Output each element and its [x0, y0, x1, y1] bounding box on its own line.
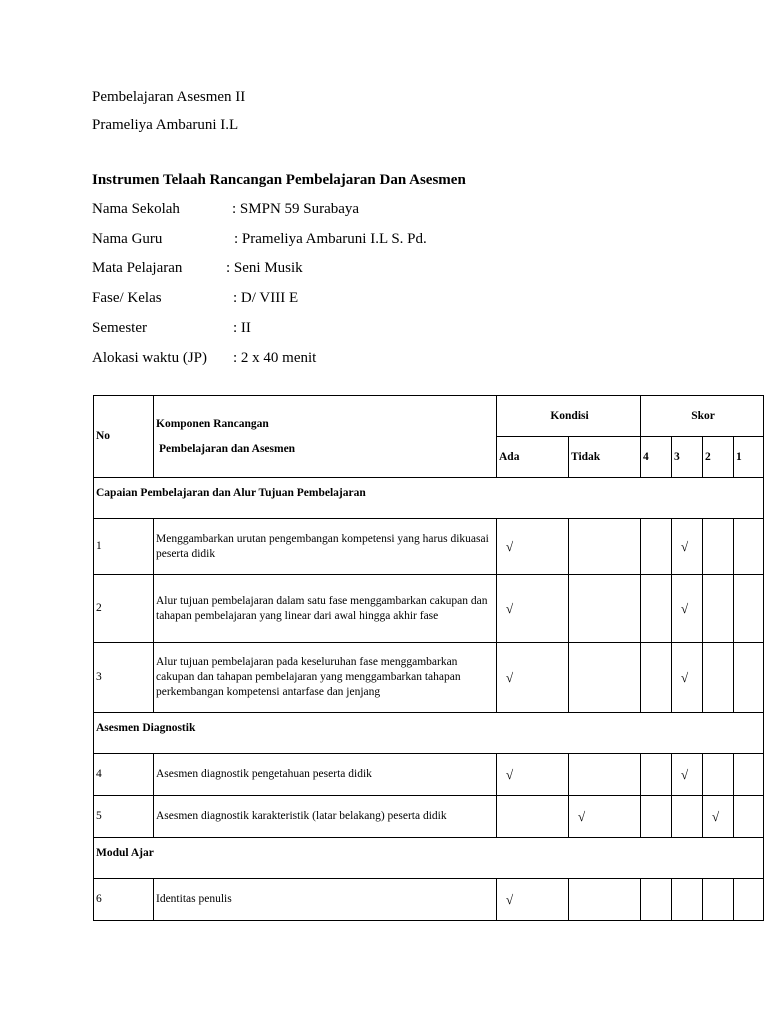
header-skor-3: 3	[672, 437, 703, 478]
check-skor-3: √	[672, 754, 703, 796]
header-skor: Skor	[641, 396, 764, 437]
info-label: Fase/ Kelas	[92, 290, 162, 306]
header-kondisi: Kondisi	[497, 396, 641, 437]
cell-skor-4	[641, 575, 672, 643]
check-skor-2: √	[703, 796, 734, 838]
table-row	[94, 643, 764, 713]
row-no: 3	[94, 643, 154, 713]
cell-tidak	[569, 754, 641, 796]
section-title: Asesmen Diagnostik	[94, 713, 764, 754]
cell-skor-2	[703, 575, 734, 643]
check-ada: √	[497, 879, 569, 921]
row-text: Alur tujuan pembelajaran dalam satu fase menggambarkan cakupan dan tahapan pembelajaran yang linear dari awal hingga akhir fase	[154, 575, 497, 643]
section-title: Modul Ajar	[94, 838, 764, 879]
check-ada: √	[497, 754, 569, 796]
document-title: Instrumen Telaah Rancangan Pembelajaran Dan Asesmen	[92, 172, 466, 188]
row-text: Asesmen diagnostik pengetahuan peserta didik	[154, 754, 497, 796]
table-row	[94, 879, 764, 921]
header-komponen-line2: Pembelajaran dan Asesmen	[159, 442, 296, 455]
row-no: 2	[94, 575, 154, 643]
table-row	[94, 575, 764, 643]
section-row	[94, 713, 764, 754]
info-value: : D/ VIII E	[233, 290, 299, 306]
cell-skor-1	[734, 879, 764, 921]
instrument-table	[93, 395, 764, 921]
check-ada: √	[497, 643, 569, 713]
row-no: 4	[94, 754, 154, 796]
header-skor-1: 1	[734, 437, 764, 478]
cell-skor-4	[641, 879, 672, 921]
check-skor-3: √	[672, 575, 703, 643]
table-row	[94, 796, 764, 838]
info-row-sekolah	[92, 201, 360, 218]
table-row	[94, 754, 764, 796]
info-label: Semester	[92, 320, 147, 336]
row-text: Alur tujuan pembelajaran pada keseluruhan fase menggambarkan cakupan dan tahapan pembelajaran yang menggambarkan tahapan perkembangan kompetensi antarfase dan jenjang	[154, 643, 497, 713]
cell-tidak	[569, 575, 641, 643]
info-row-mapel	[92, 260, 303, 277]
cell-skor-4	[641, 796, 672, 838]
info-value: : II	[233, 320, 251, 336]
cell-tidak	[569, 643, 641, 713]
cell-skor-1	[734, 519, 764, 575]
info-row-semester	[92, 320, 251, 337]
info-row-guru	[92, 231, 427, 248]
header-tidak: Tidak	[569, 437, 641, 478]
cell-skor-4	[641, 754, 672, 796]
header-skor-2: 2	[703, 437, 734, 478]
cell-tidak	[569, 879, 641, 921]
info-label: Nama Sekolah	[92, 201, 180, 217]
row-text: Identitas penulis	[154, 879, 497, 921]
row-text: Menggambarkan urutan pengembangan kompetensi yang harus dikuasai peserta didik	[154, 519, 497, 575]
check-skor-3: √	[672, 643, 703, 713]
info-value: : 2 x 40 menit	[233, 350, 317, 366]
header-komponen	[154, 396, 497, 478]
cell-skor-2	[703, 643, 734, 713]
header-no: No	[94, 396, 154, 478]
info-label: Nama Guru	[92, 231, 163, 247]
info-value: : Prameliya Ambaruni I.L S. Pd.	[234, 231, 427, 247]
check-ada: √	[497, 519, 569, 575]
info-label: Alokasi waktu (JP)	[92, 350, 207, 366]
cell-ada	[497, 796, 569, 838]
cell-skor-3	[672, 879, 703, 921]
cell-skor-2	[703, 519, 734, 575]
course-title: Pembelajaran Asesmen II	[92, 89, 246, 105]
row-text: Asesmen diagnostik karakteristik (latar belakang) peserta didik	[154, 796, 497, 838]
header-ada: Ada	[497, 437, 569, 478]
section-title: Capaian Pembelajaran dan Alur Tujuan Pembelajaran	[94, 478, 764, 519]
row-no: 6	[94, 879, 154, 921]
cell-skor-1	[734, 575, 764, 643]
cell-skor-4	[641, 519, 672, 575]
cell-skor-2	[703, 879, 734, 921]
check-tidak: √	[569, 796, 641, 838]
header-skor-4: 4	[641, 437, 672, 478]
row-no: 5	[94, 796, 154, 838]
cell-skor-1	[734, 754, 764, 796]
header-komponen-line1: Komponen Rancangan	[156, 417, 269, 430]
cell-skor-2	[703, 754, 734, 796]
info-row-fase	[92, 290, 299, 307]
check-skor-3: √	[672, 519, 703, 575]
info-value: : SMPN 59 Surabaya	[232, 201, 360, 217]
section-row	[94, 838, 764, 879]
row-no: 1	[94, 519, 154, 575]
section-row	[94, 478, 764, 519]
info-label: Mata Pelajaran	[92, 260, 183, 276]
cell-skor-1	[734, 796, 764, 838]
cell-skor-3	[672, 796, 703, 838]
info-row-alokasi	[92, 350, 317, 367]
cell-tidak	[569, 519, 641, 575]
cell-skor-1	[734, 643, 764, 713]
header-row	[94, 396, 764, 437]
cell-skor-4	[641, 643, 672, 713]
author-name: Prameliya Ambaruni I.L	[92, 117, 239, 133]
info-value: : Seni Musik	[226, 260, 303, 276]
table-row	[94, 519, 764, 575]
check-ada: √	[497, 575, 569, 643]
